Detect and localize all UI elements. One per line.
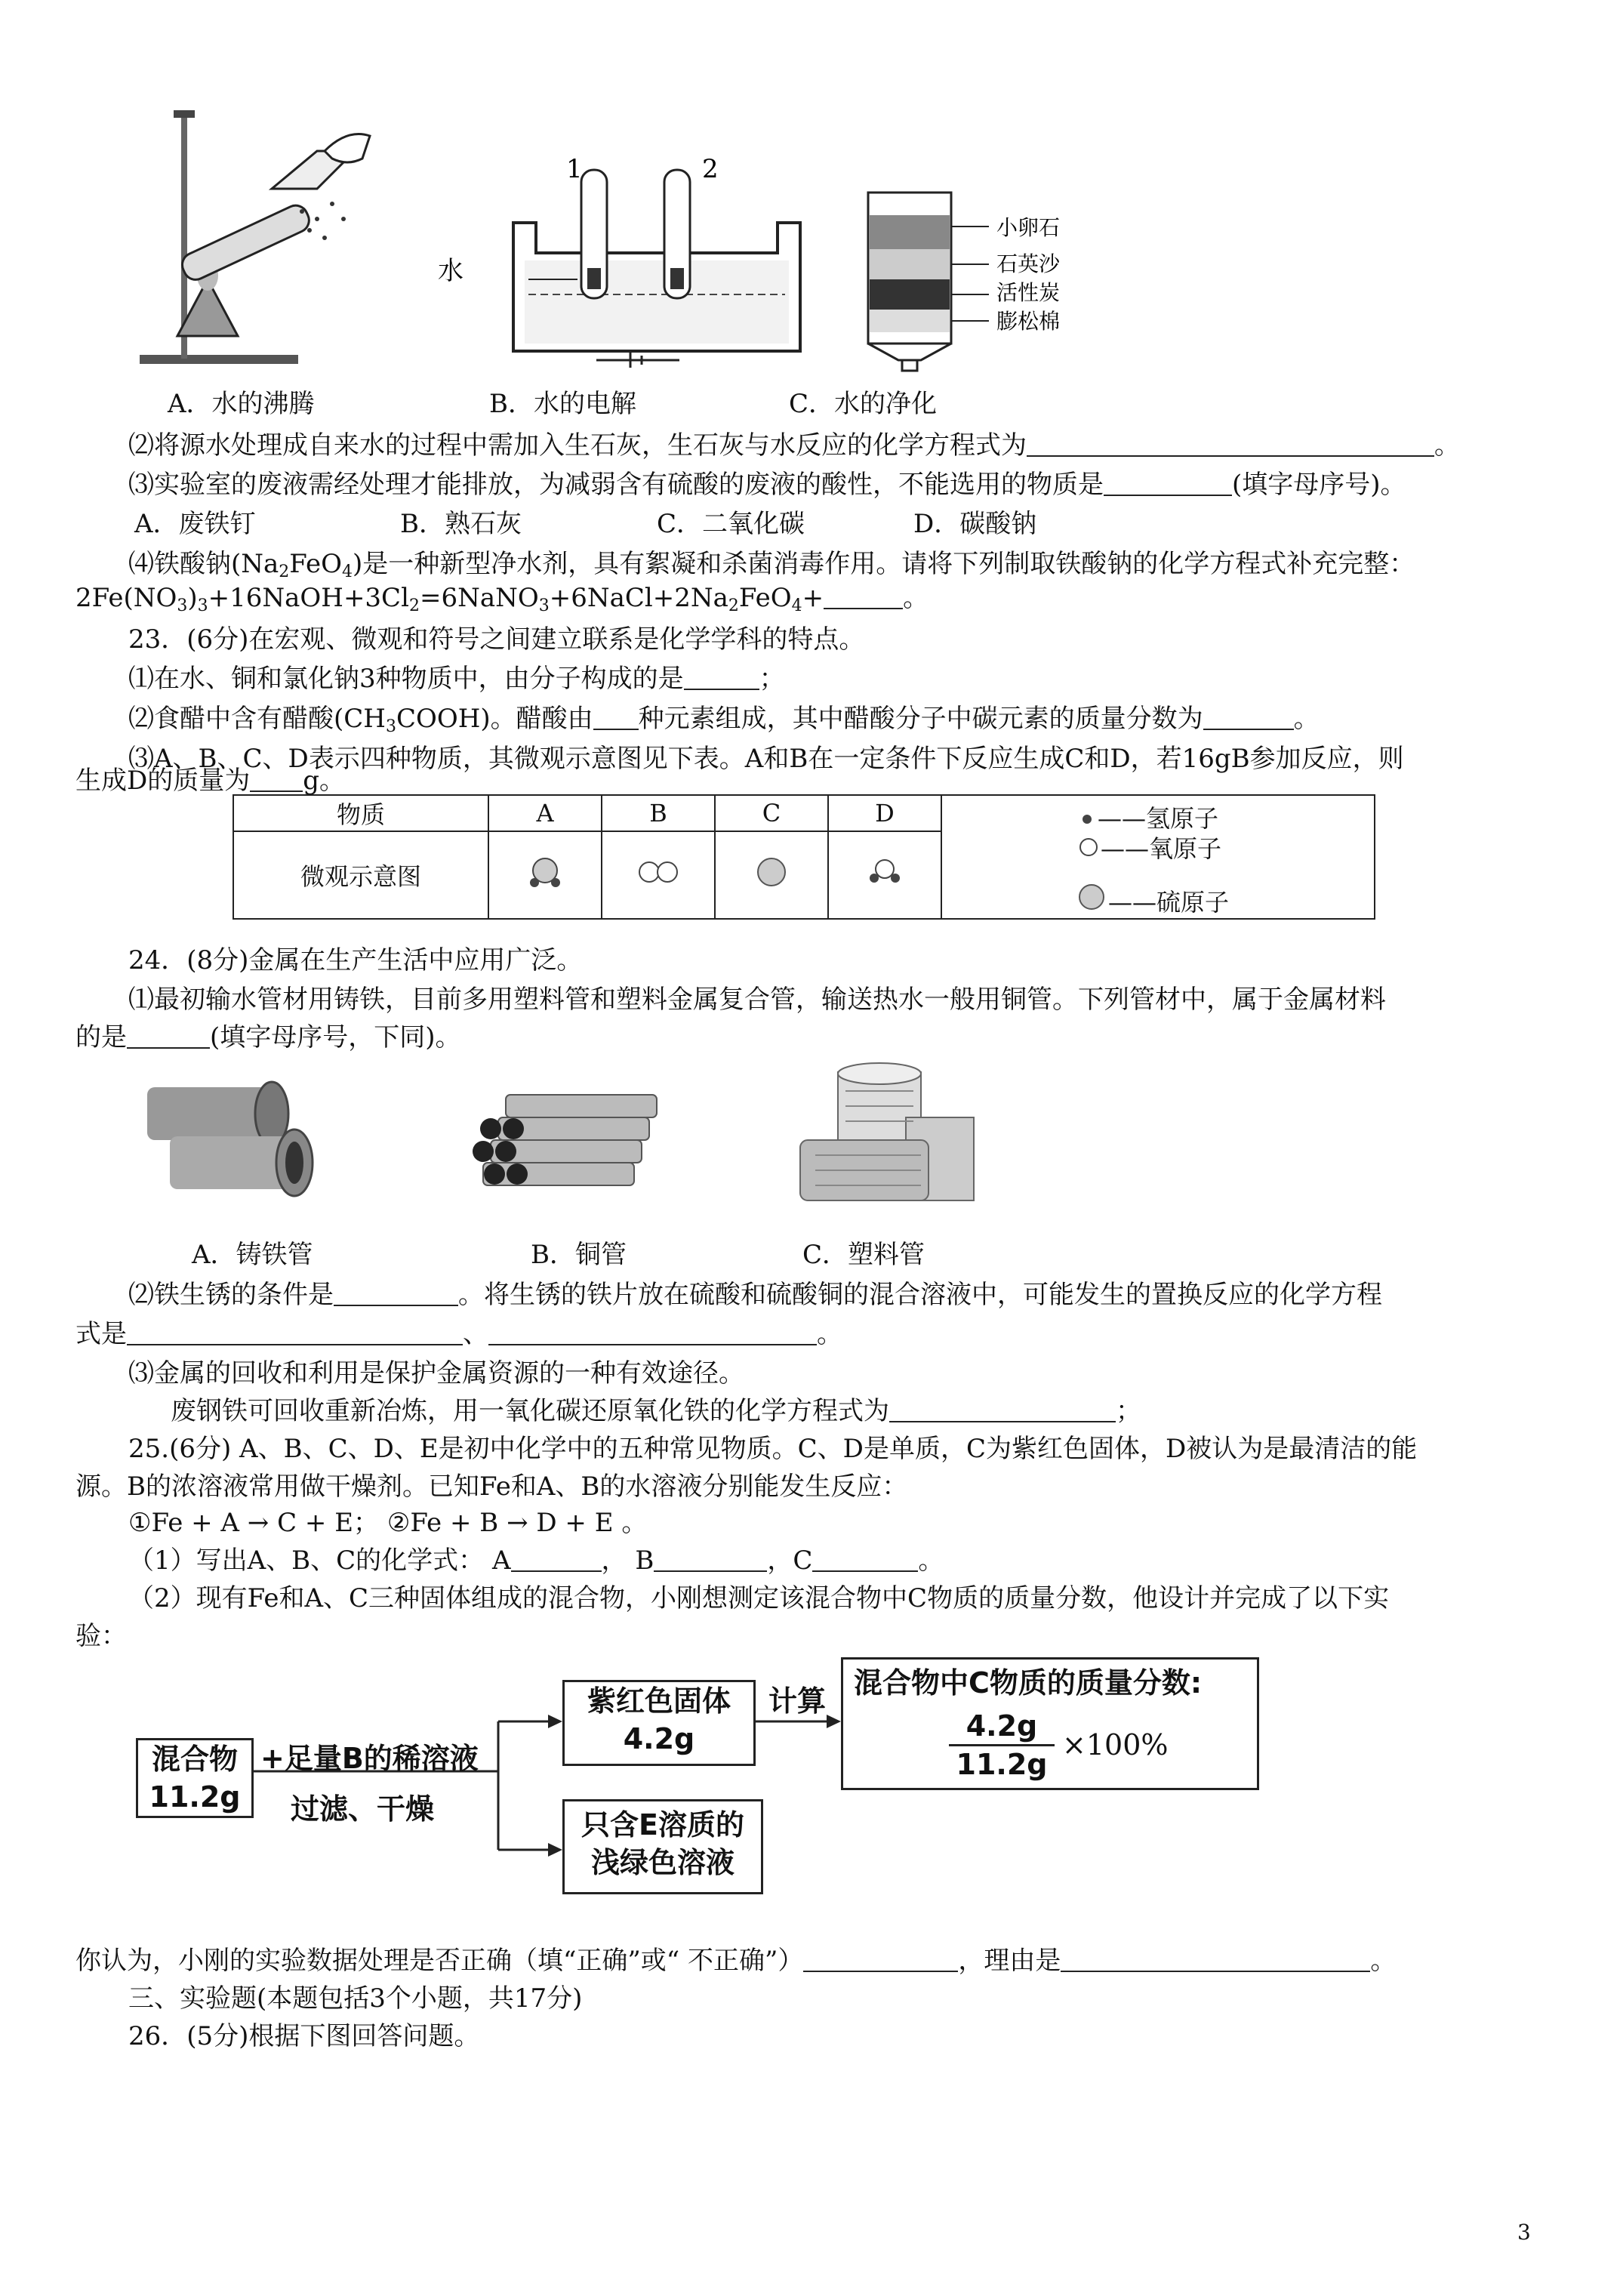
option-a-boiling: A．水的沸腾 [168, 389, 315, 419]
option-c-purification: C．水的净化 [789, 389, 938, 419]
pipe-option-b: B．铜管 [531, 1240, 627, 1270]
q22-option-c: C．二氧化碳 [657, 509, 805, 539]
operation-label: 过滤、干燥 [291, 1792, 435, 1826]
q23-title: 23．(6分)在宏观、微观和符号之间建立联系是化学学科的特点。 [128, 624, 865, 655]
filter-layer-2: 石英沙 [996, 251, 1061, 276]
table-header-a: A [488, 795, 602, 831]
option-b-electrolysis: B．水的电解 [489, 389, 636, 419]
q22-option-d: D．碳酸钠 [913, 509, 1037, 539]
water-label: 水 [438, 256, 463, 286]
red-solid-box: 紫红色固体 4.2g [562, 1680, 756, 1766]
table-header-substance: 物质 [233, 795, 488, 831]
q22-equation: $2Fe(NO_3)_3+16NaOH+3Cl_2=6NaNO_3+6NaCl+2Na_2FeO_4+$ 。 [75, 583, 929, 615]
tube-1-label: 1 [566, 155, 583, 184]
q25-part1: （1）写出A、B、C的化学式： A ， B ，C 。 [128, 1546, 944, 1576]
result-box: 混合物中C物质的质量分数: 4.2g 11.2g ×100% [841, 1657, 1259, 1790]
q23-part3: ⑶A、B、C、D表示四种物质，其微观示意图见下表。A和B在一定条件下反应生成C和D，若16gB参加反应，则 [128, 744, 1404, 774]
section-3-heading: 三、实验题(本题包括3个小题，共17分) [128, 1983, 583, 2014]
filter-layer-1: 小卵石 [996, 215, 1061, 240]
calc-label: 计算 [768, 1684, 827, 1718]
tube-2-label: 2 [702, 155, 719, 184]
pipe-option-c: C．塑料管 [802, 1240, 925, 1270]
atom-legend: ——氢原子 ——氧原子 ——硫原子 [941, 795, 1375, 919]
q24-title: 24．(8分)金属在生产生活中应用广泛。 [128, 945, 583, 975]
table-header-c: C [715, 795, 828, 831]
q23-part2: ⑵食醋中含有醋酸$(CH_3COOH)$。醋酸由 种元素组成，其中醋酸分子中碳元素的质量分数为 。 [128, 704, 1320, 736]
mixture-box: 混合物 11.2g [136, 1738, 254, 1818]
filter-layer-4: 膨松棉 [996, 309, 1061, 334]
q24-part3: ⑶金属的回收和利用是保护金属资源的一种有效途径。 [128, 1358, 744, 1388]
q22-part4: ⑷铁酸钠$(Na_2FeO_4)$是一种新型净水剂，具有絮凝和杀菌消毒作用。请将下列制取铁酸钠的化学方程式补充完整： [128, 549, 1415, 581]
q25-reactions: ①Fe + A → C + E； ②Fe + B → D + E 。 [128, 1508, 648, 1538]
answer-blank[interactable] [803, 1948, 958, 1972]
solution-box: 只含E溶质的 浅绿色溶液 [562, 1799, 763, 1894]
q22-option-b: B．熟石灰 [400, 509, 522, 539]
table-header-d: D [828, 795, 941, 831]
q25-part2: （2）现有Fe和A、C三种固体组成的混合物，小刚想测定该混合物中C物质的质量分数，他设计并完成了以下实 [128, 1583, 1390, 1613]
reagent-label: +足量B的稀溶液 [260, 1742, 479, 1775]
table-header-b: B [602, 795, 715, 831]
q22-option-a: A．废铁钉 [134, 509, 256, 539]
q23-part1: ⑴在水、铜和氯化钠3种物质中，由分子构成的是 ； [128, 664, 785, 694]
q25-title: 25.(6分) A、B、C、D、E是初中化学中的五种常见物质。C、D是单质，C为紫红色固体，D被认为是最清洁的能 [128, 1434, 1418, 1464]
q22-part3: ⑶实验室的废液需经处理才能排放，为减弱含有硫酸的废液的酸性，不能选用的物质是 (填字母序号)。 [128, 470, 1406, 500]
fraction-numerator: 4.2g [965, 1709, 1038, 1743]
page-number: 3 [1517, 2220, 1531, 2245]
times-percent: ×100% [1062, 1728, 1169, 1761]
q25-title-line2: 源。B的浓溶液常用做干燥剂。已知Fe和A、B的水溶液分别能发生反应： [75, 1472, 908, 1502]
q24-part1-line2: 的是 (填字母序号，下同)。 [75, 1022, 461, 1052]
q24-part1: ⑴最初输水管材用铸铁，目前多用塑料管和塑料金属复合管，输送热水一般用铜管。下列管材中，属于金属材料 [128, 985, 1386, 1015]
q23-part3-line2: 生成D的质量为 g。 [75, 766, 346, 796]
table-row-label: 微观示意图 [233, 831, 488, 919]
pipe-option-a: A．铸铁管 [192, 1240, 313, 1270]
q24-part2-line2: 式是 、 。 [75, 1319, 842, 1349]
q25-judge: 你认为，小刚的实验数据处理是否正确（填“正确”或“ 不正确”） ，理由是 。 [75, 1946, 1397, 1976]
q24-part3-line2: 废钢铁可回收重新冶炼，用一氧化碳还原氧化铁的化学方程式为 ； [171, 1396, 1141, 1426]
q22-part2: ⑵将源水处理成自来水的过程中需加入生石灰，生石灰与水反应的化学方程式为 。 [128, 430, 1460, 461]
filter-layer-3: 活性炭 [996, 280, 1061, 305]
q24-part2: ⑵铁生锈的条件是 。将生锈的铁片放在硫酸和硫酸铜的混合溶液中，可能发生的置换反应的化学方程 [128, 1280, 1382, 1310]
q25-part2-line2: 验： [75, 1621, 127, 1651]
answer-blank[interactable] [1061, 1948, 1370, 1972]
q26-title: 26．(5分)根据下图回答问题。 [128, 2021, 480, 2051]
fraction-denominator: 11.2g [956, 1748, 1048, 1781]
